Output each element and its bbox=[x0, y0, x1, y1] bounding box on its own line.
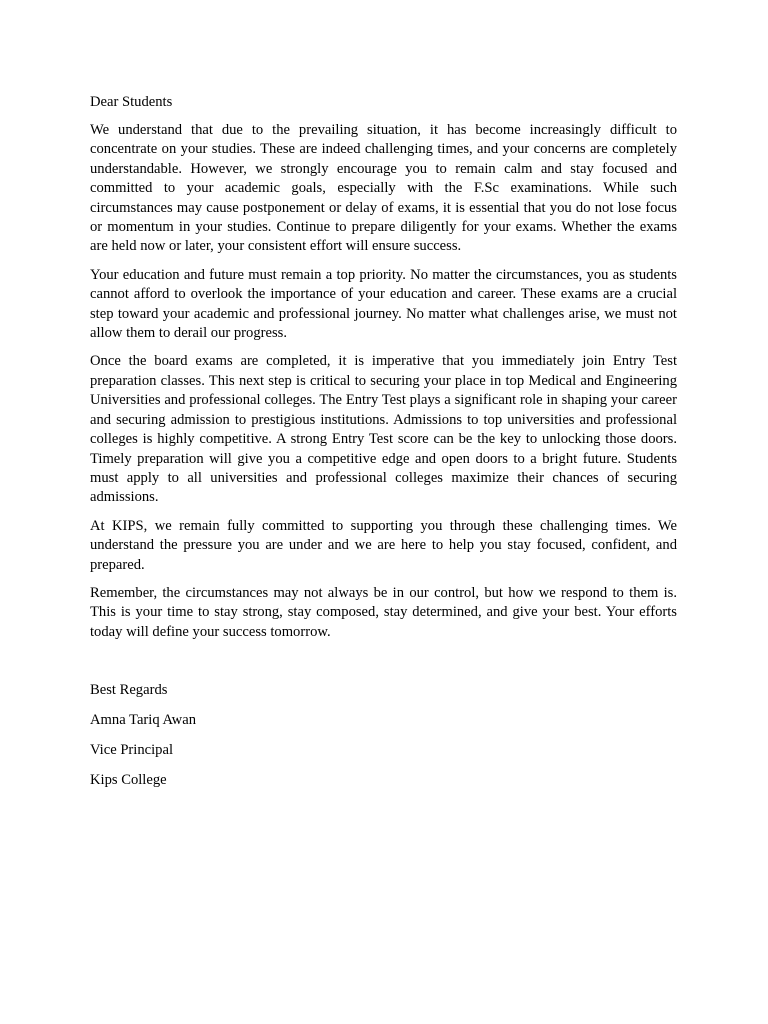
paragraph-focus-studies: We understand that due to the prevailing situation, it has become increasingly difficult to concentrate on your studies. These are indeed challenging times, and your concerns are completely understandable. However, we strongly encourage you to remain calm and stay focused and committed to your academic goals, especially with the F.Sc examinations. While such circumstances may cause postponement or delay of exams, it is essential that you do not lose focus or momentum in your studies. Continue to prepare diligently for your exams. Whether the exams are held now or later, your consistent effort will ensure success. bbox=[90, 122, 677, 255]
signatory-title: Vice Principal bbox=[90, 742, 174, 759]
paragraph-entry-test: Once the board exams are completed, it is imperative that you immediately join Entry Test preparation classes. This next step is critical to securing your place in top Medical and Engineering Universities and professional colleges. The Entry Test plays a significant role in shaping your career and securing admission to prestigious institutions. Admissions to top universities and professional colleges is highly competitive. A strong Entry Test score can be the key to unlocking those doors. Timely preparation will give you a competitive edge and open doors to a bright future. Students must apply to all universities and professional colleges maximize their chances of securing admissions. bbox=[90, 353, 677, 506]
signature-block bbox=[90, 680, 677, 800]
paragraph-stay-strong: Remember, the circumstances may not always be in our control, but how we respond to them is. This is your time to stay strong, stay composed, stay determined, and give your best. Your efforts today will define your success tomorrow. bbox=[90, 584, 677, 640]
paragraph-education-priority: Your education and future must remain a top priority. No matter the circumstances, you as students cannot afford to overlook the importance of your education and career. These exams are a crucial step toward your academic and professional journey. No matter what challenges arise, we must not allow them to derail our progress. bbox=[90, 266, 677, 342]
paragraph-kips-commitment: At KIPS, we remain fully committed to supporting you through these challenging times. We understand the pressure you are under and we are here to help you stay focused, confident, and prepared. bbox=[90, 517, 677, 573]
signatory-organization: Kips College bbox=[90, 772, 167, 789]
signatory-name: Amna Tariq Awan bbox=[90, 712, 196, 729]
salutation: Dear Students bbox=[90, 94, 173, 110]
letter-page bbox=[90, 92, 677, 800]
closing-regards: Best Regards bbox=[90, 682, 168, 699]
